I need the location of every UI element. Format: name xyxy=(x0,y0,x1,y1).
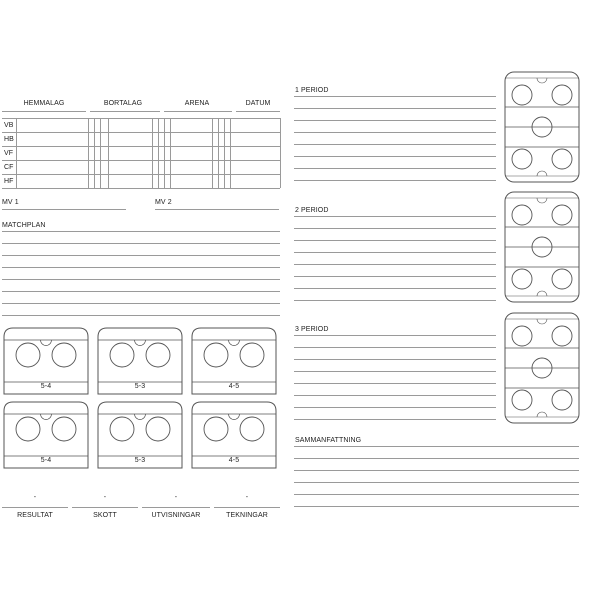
period-line xyxy=(294,132,496,133)
header-date-line xyxy=(236,111,280,112)
period-line xyxy=(294,300,496,301)
header-arena-label: ARENA xyxy=(184,100,210,107)
lineup-grid-divider xyxy=(224,118,225,188)
lineup-grid-divider xyxy=(108,118,109,188)
formation-label: 4-5 xyxy=(228,383,240,390)
lineup-row-label-vb: VB xyxy=(4,122,14,129)
header-home-team-label: HEMMALAG xyxy=(23,100,65,107)
lineup-grid-divider xyxy=(16,118,17,188)
stat-shots-label: SKOTT xyxy=(93,512,117,519)
period-line xyxy=(294,168,496,169)
formation-label: 5-3 xyxy=(134,383,146,390)
lineup-row-label-hb: HB xyxy=(4,136,14,143)
matchplan-label: MATCHPLAN xyxy=(2,222,46,229)
lineup-grid-divider xyxy=(158,118,159,188)
lineup-grid-divider xyxy=(164,118,165,188)
period-2-full-rink xyxy=(504,191,580,303)
lineup-grid-divider xyxy=(94,118,95,188)
stat-line xyxy=(72,507,138,508)
header-away-line xyxy=(90,111,160,112)
matchplan-line xyxy=(2,291,280,292)
matchplan-line xyxy=(2,303,280,304)
matchplan-line xyxy=(2,255,280,256)
formation-label: 4-5 xyxy=(228,457,240,464)
lineup-row-label-vf: VF xyxy=(4,150,14,157)
stat-dash: - xyxy=(33,494,37,501)
period-line xyxy=(294,108,496,109)
period-line xyxy=(294,371,496,372)
header-away-team-label: BORTALAG xyxy=(103,100,143,107)
period-line xyxy=(294,228,496,229)
period-line xyxy=(294,240,496,241)
period-3-label: 3 PERIOD xyxy=(295,326,329,333)
lineup-grid-divider xyxy=(100,118,101,188)
period-line xyxy=(294,216,496,217)
lineup-grid-line xyxy=(2,132,280,133)
period-line xyxy=(294,347,496,348)
summary-line xyxy=(294,470,579,471)
matchplan-line xyxy=(2,243,280,244)
goalie-2-label: MV 2 xyxy=(155,199,172,206)
period-line xyxy=(294,96,496,97)
formation-label: 5-4 xyxy=(40,383,52,390)
header-date-label: DATUM xyxy=(245,100,271,107)
period-line xyxy=(294,156,496,157)
goalie-2-line xyxy=(155,209,279,210)
stat-line xyxy=(214,507,280,508)
lineup-grid-divider xyxy=(152,118,153,188)
stat-dash: - xyxy=(245,494,249,501)
period-line xyxy=(294,335,496,336)
period-line xyxy=(294,288,496,289)
goalie-1-line xyxy=(2,209,126,210)
lineup-grid-divider xyxy=(212,118,213,188)
summary-line xyxy=(294,494,579,495)
matchplan-line xyxy=(2,267,280,268)
stat-line xyxy=(142,507,210,508)
lineup-grid-line xyxy=(2,160,280,161)
summary-line xyxy=(294,482,579,483)
period-line xyxy=(294,359,496,360)
period-line xyxy=(294,264,496,265)
matchplan-line xyxy=(2,315,280,316)
summary-label: SAMMANFATTNING xyxy=(295,437,362,444)
matchplan-line xyxy=(2,231,280,232)
lineup-row-label-cf: CF xyxy=(4,164,14,171)
summary-line xyxy=(294,506,579,507)
period-line xyxy=(294,383,496,384)
lineup-grid-divider xyxy=(218,118,219,188)
header-arena-line xyxy=(164,111,232,112)
formation-label: 5-4 xyxy=(40,457,52,464)
lineup-grid-divider xyxy=(170,118,171,188)
period-line xyxy=(294,395,496,396)
goalie-1-label: MV 1 xyxy=(2,199,19,206)
period-1-label: 1 PERIOD xyxy=(295,87,329,94)
period-line xyxy=(294,419,496,420)
stat-line xyxy=(2,507,68,508)
stat-dash: - xyxy=(174,494,178,501)
lineup-grid-line xyxy=(2,188,280,189)
lineup-grid-line xyxy=(2,146,280,147)
stat-faceoffs-label: TEKNINGAR xyxy=(226,512,268,519)
lineup-grid-divider xyxy=(280,118,281,188)
summary-line xyxy=(294,446,579,447)
summary-line xyxy=(294,458,579,459)
lineup-grid-divider xyxy=(88,118,89,188)
period-line xyxy=(294,120,496,121)
lineup-grid-divider xyxy=(230,118,231,188)
header-home-line xyxy=(2,111,86,112)
stat-result-label: RESULTAT xyxy=(17,512,53,519)
lineup-row-label-hf: HF xyxy=(4,178,14,185)
matchplan-line xyxy=(2,279,280,280)
period-line xyxy=(294,144,496,145)
formation-label: 5-3 xyxy=(134,457,146,464)
lineup-grid-line xyxy=(2,118,280,119)
period-line xyxy=(294,180,496,181)
period-line xyxy=(294,252,496,253)
period-line xyxy=(294,276,496,277)
period-2-label: 2 PERIOD xyxy=(295,207,329,214)
period-line xyxy=(294,407,496,408)
period-3-full-rink xyxy=(504,312,580,424)
period-1-full-rink xyxy=(504,71,580,183)
stat-penalties-label: UTVISNINGAR xyxy=(151,512,201,519)
lineup-grid-line xyxy=(2,174,280,175)
stat-dash: - xyxy=(103,494,107,501)
